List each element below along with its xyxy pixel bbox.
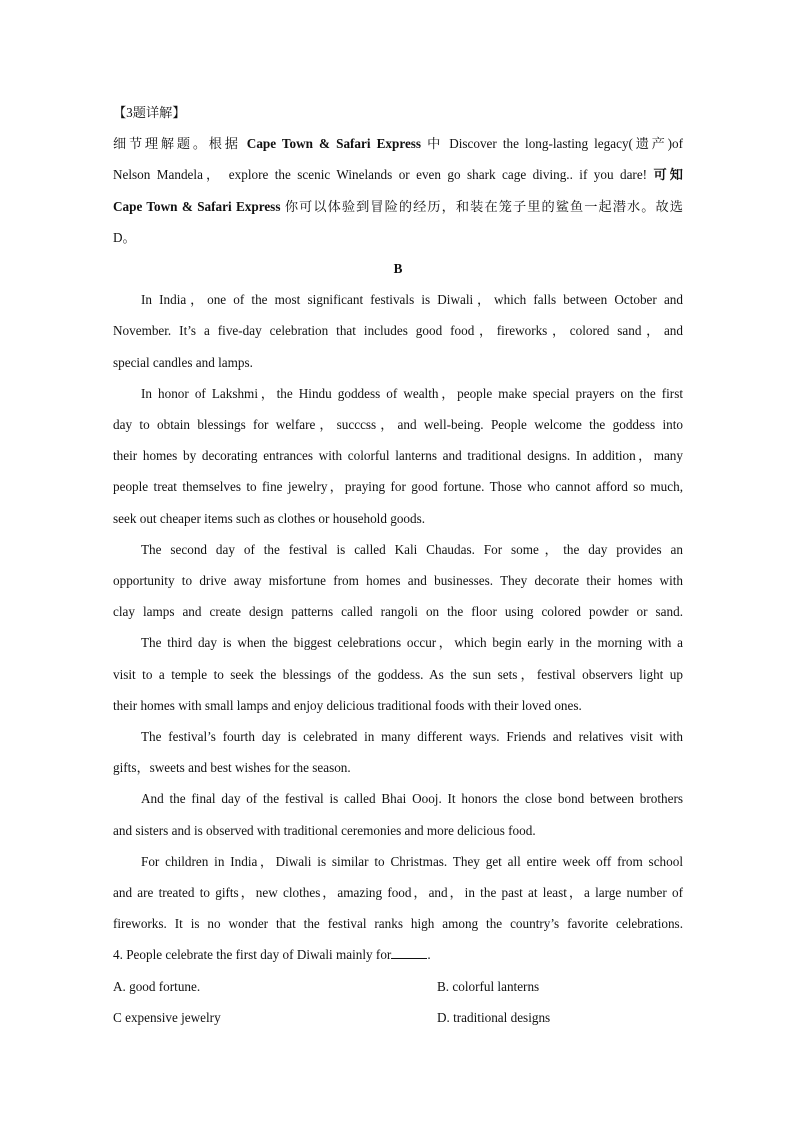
option-a[interactable]: A. good fortune. [113,978,201,994]
explanation-line-2 [113,159,683,190]
passage-line: and are treated to gifts，new clothes，amazing food，and，in the past at least，a large number of [113,885,683,901]
option-c[interactable]: C expensive jewelry [113,1009,221,1025]
passage-line: In India，one of the most significant festivals is Diwali，which falls between October and [141,292,683,308]
document-page [113,97,683,1033]
passage-line: In honor of Lakshmi，the Hindu goddess of wealth，people make special prayers on the first [141,385,683,401]
passage-line: their homes with small lamps and enjoy delicious traditional foods with their loved ones. [113,697,582,713]
explanation-line-3 [113,191,683,222]
option-row-2 [113,1002,683,1033]
text-span: 你可以体验到冒险的经历，和装在笼子里的鲨鱼一起潜水。故选 [280,198,683,214]
option-d[interactable]: D. traditional designs [437,1009,551,1025]
passage-line: And the final day of the festival is called Bhai Oooj. It honors the close bond between brothers [141,791,683,807]
question-text-end: . [427,947,431,963]
text-span: 中 Discover the long-lasting legacy(遗产)of [421,136,684,152]
answer-blank [391,947,427,959]
explanation-line-4: D。 [113,229,136,245]
passage-body [113,284,683,939]
passage-line: The second day of the festival is called Kali Chaudas. For some，the day provides an [141,541,683,557]
bold-span: Cape Town & Safari Express [246,136,422,152]
passage-line: special candles and lamps. [113,354,253,370]
passage-line: visit to a temple to seek the blessings of the goddess. As the sun sets，festival observers light up [113,666,683,682]
passage-line: and sisters and is observed with traditional ceremonies and more delicious food. [113,822,536,838]
passage-line: The third day is when the biggest celebrations occur，which begin early in the morning with a [141,635,683,651]
passage-line: fireworks. It is no wonder that the festival ranks high among the country’s favorite celebrations. [113,916,683,932]
passage-line: opportunity to drive away misfortune from homes and businesses. They decorate their homes with [113,573,683,589]
passage-title: B [393,261,403,277]
text-span: 细节理解题。根据 [113,136,247,152]
option-b[interactable]: B. colorful lanterns [437,978,540,994]
question-text: 4. People celebrate the first day of Diwali mainly for [113,947,392,963]
text-span: Nelson Mandela， explore the scenic Winelands or even go shark cage diving.. if you dare! [113,167,648,183]
bold-span: Cape Town & Safari Express [113,198,281,214]
explanation-line-1 [113,128,683,159]
passage-line: day to obtain blessings for welfare，succcss，and well-being. People welcome the goddess into [113,417,683,433]
question-stem [113,939,683,970]
passage-line: their homes by decorating entrances with colorful lanterns and traditional designs. In addition，many [113,448,683,464]
passage-line: seek out cheaper items such as clothes or household goods. [113,510,426,526]
explanation-header: 【3题详解】 [113,105,186,120]
passage-line: For children in India，Diwali is similar to Christmas. They get all entire week off from school [141,853,683,869]
passage-line: gifts，sweets and best wishes for the season. [113,760,351,776]
option-row-1 [113,971,683,1002]
passage-line: November. It’s a five-day celebration that includes good food，fireworks，colored sand，and [113,323,683,339]
passage-line: The festival’s fourth day is celebrated in many different ways. Friends and relatives visit with [141,729,683,745]
passage-line: people treat themselves to fine jewelry，praying for good fortune. Those who cannot afford so much, [113,479,683,495]
passage-line: clay lamps and create design patterns called rangoli on the floor using colored powder or sand. [113,604,683,620]
bold-span: 可知 [647,167,683,183]
